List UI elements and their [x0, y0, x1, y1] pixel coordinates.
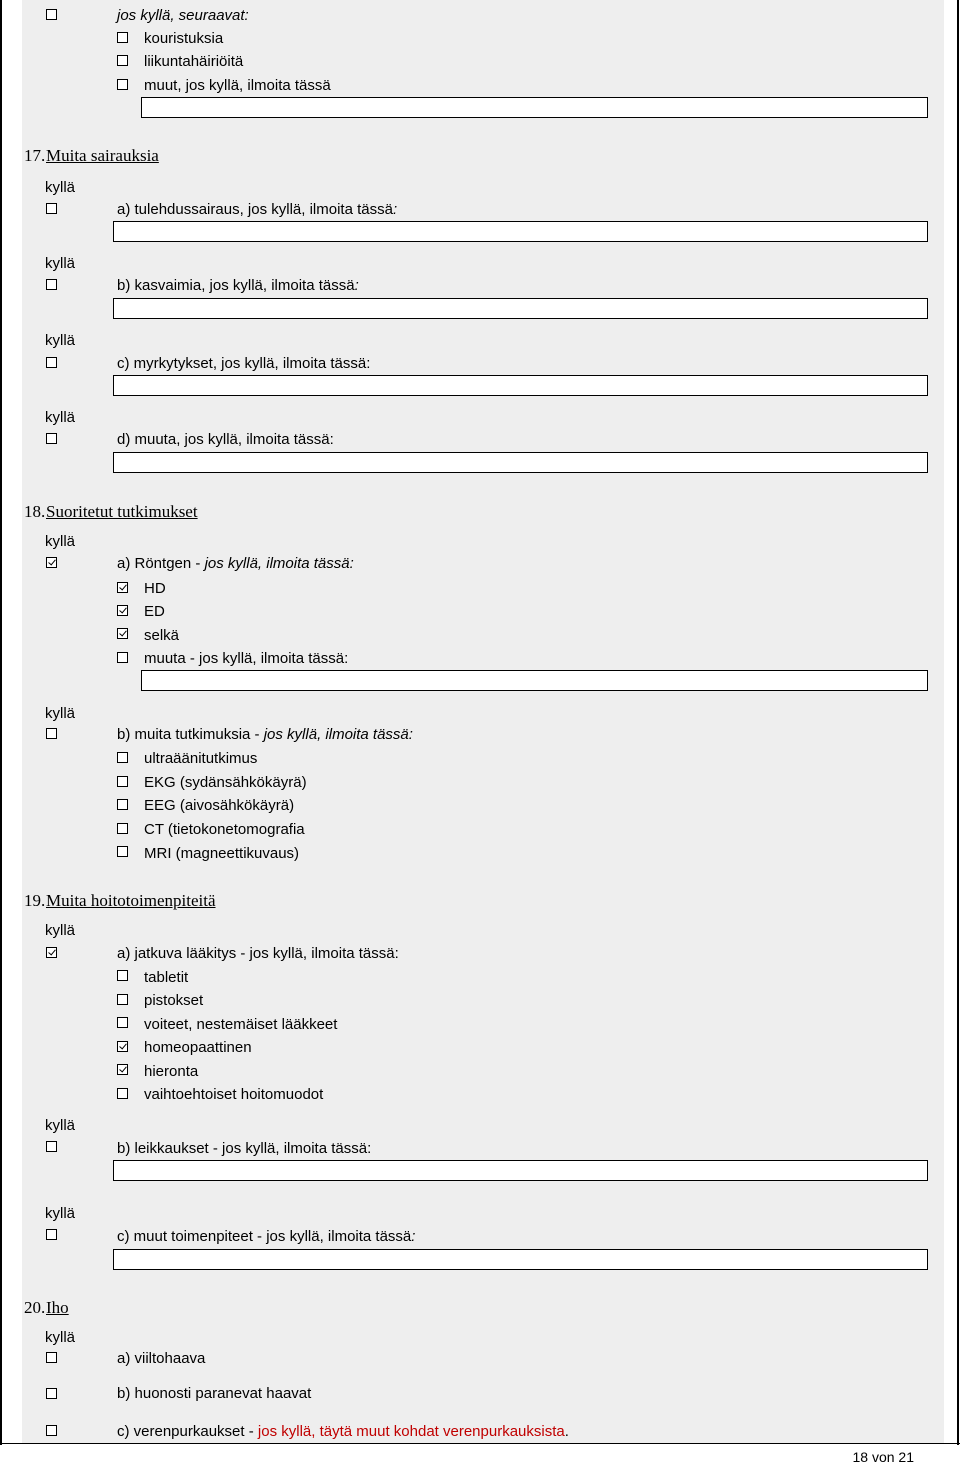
yes-label: kyllä	[45, 705, 76, 722]
item-18b-label: b) muita tutkimuksia - jos kyllä, ilmoita tässä:	[117, 726, 413, 743]
item-ultraaani-label: ultraäänitutkimus	[144, 750, 258, 767]
input-17b[interactable]	[113, 298, 928, 319]
section-19-number: 19.	[24, 891, 46, 910]
input-17c[interactable]	[113, 375, 928, 396]
checkbox-tabletit[interactable]	[117, 970, 128, 981]
input-17a[interactable]	[113, 221, 928, 242]
yes-label: kyllä	[45, 922, 76, 939]
checkbox-19b[interactable]	[46, 1141, 57, 1152]
item-19b-label: b) leikkaukset - jos kyllä, ilmoita tässä:	[117, 1140, 372, 1157]
item-17b-label: b) kasvaimia, jos kyllä, ilmoita tässä:	[117, 277, 359, 294]
checkbox-18a[interactable]	[46, 557, 57, 568]
checkbox-17d[interactable]	[46, 433, 57, 444]
item-tabletit-label: tabletit	[144, 969, 189, 986]
checkbox-19c[interactable]	[46, 1229, 57, 1240]
section-18-title: Suoritetut tutkimukset	[46, 502, 198, 521]
item-muuta-label: muuta - jos kyllä, ilmoita tässä:	[144, 650, 349, 667]
yes-label: kyllä	[45, 332, 76, 349]
section-19-title: Muita hoitotoimenpiteitä	[46, 891, 216, 910]
checkbox-ct[interactable]	[117, 823, 128, 834]
footer-divider	[0, 1443, 960, 1444]
checkbox-liikuntahairioita[interactable]	[117, 55, 128, 66]
item-vaihtoehtoiset-label: vaihtoehtoiset hoitomuodot	[144, 1086, 324, 1103]
yes-label: kyllä	[45, 179, 76, 196]
yes-label: kyllä	[45, 255, 76, 272]
checkbox-ekg[interactable]	[117, 776, 128, 787]
item-hieronta-label: hieronta	[144, 1063, 199, 1080]
checkbox-17b[interactable]	[46, 279, 57, 290]
checkbox-muut[interactable]	[117, 79, 128, 90]
section-17-title: Muita sairauksia	[46, 146, 159, 165]
checkbox-kouristuksia[interactable]	[117, 32, 128, 43]
item-18a-label: a) Röntgen - jos kyllä, ilmoita tässä:	[117, 555, 354, 572]
item-eeg-label: EEG (aivosähkökäyrä)	[144, 797, 295, 814]
item-voiteet-label: voiteet, nestemäiset lääkkeet	[144, 1016, 338, 1033]
checkbox-17a[interactable]	[46, 203, 57, 214]
checkbox-20b[interactable]	[46, 1388, 57, 1399]
intro-item-label: muut, jos kyllä, ilmoita tässä	[144, 77, 331, 94]
checkbox-17c[interactable]	[46, 357, 57, 368]
section-18-number: 18.	[24, 502, 46, 521]
yes-label: kyllä	[45, 1205, 76, 1222]
item-ct-label: CT (tietokonetomografia	[144, 821, 305, 838]
intro-item-label: kouristuksia	[144, 30, 224, 47]
yes-label: kyllä	[45, 533, 76, 550]
section-17-number: 17.	[24, 146, 46, 165]
checkbox-19a[interactable]	[46, 947, 57, 958]
checkbox-vaihtoehtoiset[interactable]	[117, 1088, 128, 1099]
checkbox-intro[interactable]	[46, 9, 57, 20]
item-homeopaattinen-label: homeopaattinen	[144, 1039, 252, 1056]
item-ed-label: ED	[144, 603, 165, 620]
checkbox-eeg[interactable]	[117, 799, 128, 810]
input-18a-muuta[interactable]	[141, 670, 928, 691]
item-20c-label: c) verenpurkaukset - jos kyllä, täytä muut kohdat verenpurkauksista.	[117, 1423, 569, 1440]
section-20-title: Iho	[46, 1298, 69, 1317]
checkbox-muuta[interactable]	[117, 652, 128, 663]
item-17a-label: a) tulehdussairaus, jos kyllä, ilmoita tässä:	[117, 201, 398, 218]
item-20c-note: jos kyllä, täytä muut kohdat verenpurkauksista	[257, 1423, 565, 1440]
checkbox-ultraaani[interactable]	[117, 752, 128, 763]
page-number: 18 von 21	[852, 1449, 914, 1465]
item-17d-label: d) muuta, jos kyllä, ilmoita tässä:	[117, 431, 334, 448]
item-17c-label: c) myrkytykset, jos kyllä, ilmoita tässä:	[117, 355, 371, 372]
input-19b[interactable]	[113, 1160, 928, 1181]
checkbox-18b[interactable]	[46, 728, 57, 739]
left-border-line	[0, 0, 2, 1445]
yes-label: kyllä	[45, 1329, 76, 1346]
item-19c-label: c) muut toimenpiteet - jos kyllä, ilmoita tässä:	[117, 1228, 416, 1245]
checkbox-homeopaattinen[interactable]	[117, 1041, 128, 1052]
yes-label: kyllä	[45, 409, 76, 426]
right-border-line	[957, 0, 959, 1445]
item-hd-label: HD	[144, 580, 166, 597]
checkbox-pistokset[interactable]	[117, 994, 128, 1005]
item-ekg-label: EKG (sydänsähkökäyrä)	[144, 774, 307, 791]
item-pistokset-label: pistokset	[144, 992, 204, 1009]
section-20-number: 20.	[24, 1298, 46, 1317]
item-mri-label: MRI (magneettikuvaus)	[144, 845, 300, 862]
item-selka-label: selkä	[144, 627, 180, 644]
input-19c[interactable]	[113, 1249, 928, 1270]
checkbox-hieronta[interactable]	[117, 1064, 128, 1075]
item-20b-label: b) huonosti paranevat haavat	[117, 1385, 312, 1402]
checkbox-ed[interactable]	[117, 605, 128, 616]
intro-header: jos kyllä, seuraavat:	[117, 7, 249, 24]
item-20a-label: a) viiltohaava	[117, 1350, 206, 1367]
intro-item-label: liikuntahäiriöitä	[144, 53, 244, 70]
input-17d[interactable]	[113, 452, 928, 473]
checkbox-selka[interactable]	[117, 628, 128, 639]
checkbox-voiteet[interactable]	[117, 1017, 128, 1028]
item-19a-label: a) jatkuva lääkitys - jos kyllä, ilmoita tässä:	[117, 945, 399, 962]
yes-label: kyllä	[45, 1117, 76, 1134]
intro-muut-input[interactable]	[141, 97, 928, 118]
checkbox-hd[interactable]	[117, 582, 128, 593]
checkbox-20a[interactable]	[46, 1352, 57, 1363]
checkbox-20c[interactable]	[46, 1425, 57, 1436]
checkbox-mri[interactable]	[117, 846, 128, 857]
